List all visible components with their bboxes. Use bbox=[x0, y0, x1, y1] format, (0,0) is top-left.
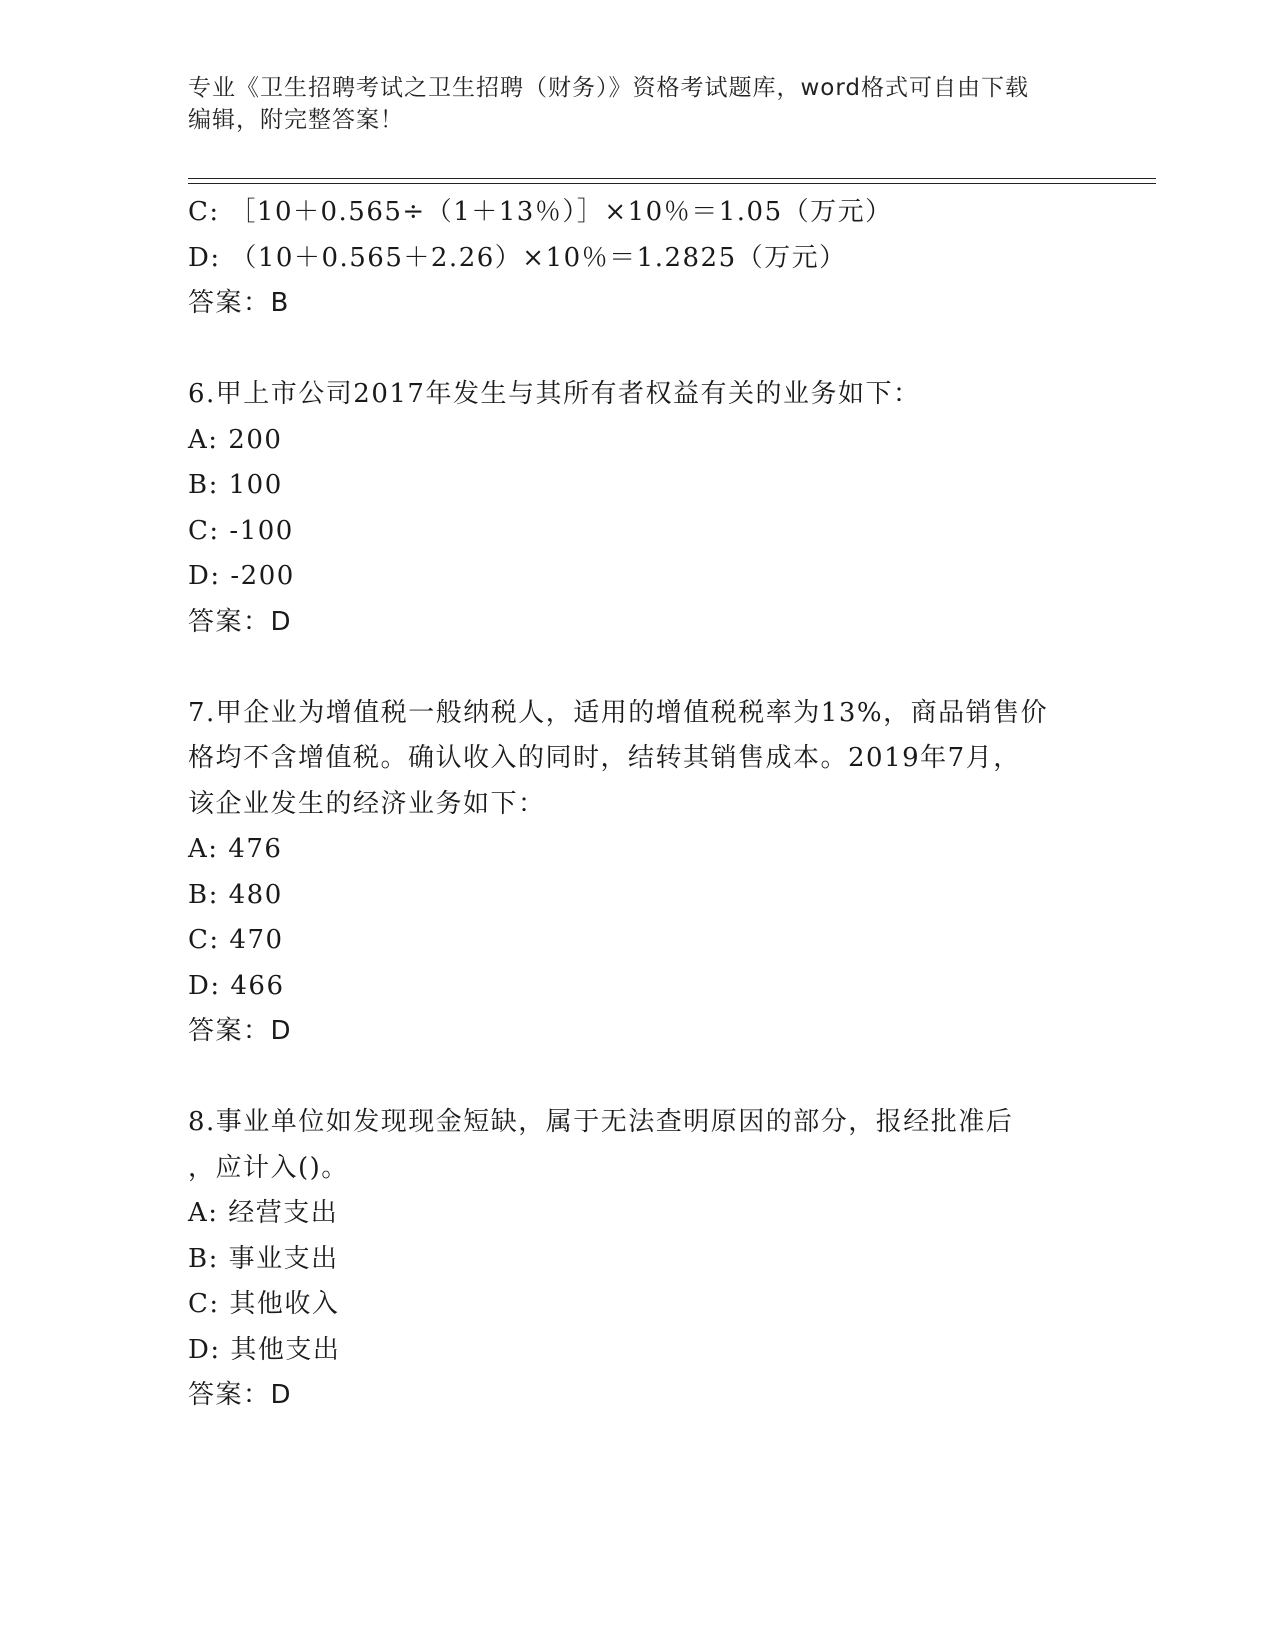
question-7 bbox=[188, 691, 1088, 1055]
question-stem: ，应计入()。 bbox=[188, 1152, 349, 1183]
answer-label: 答案：D bbox=[188, 606, 293, 637]
header-line-2: 编辑，附完整答案！ bbox=[188, 107, 404, 133]
option-c: C: 其他收入 bbox=[188, 1289, 340, 1319]
option-c: C: 470 bbox=[188, 925, 284, 955]
option-d: D: -200 bbox=[188, 561, 295, 591]
question-stem: 7.甲企业为增值税一般纳税人，适用的增值税税率为13%，商品销售价 bbox=[188, 697, 1049, 728]
option-b: B: 100 bbox=[188, 470, 283, 500]
question-content bbox=[188, 190, 1088, 1419]
option-b: B: 事业支出 bbox=[188, 1243, 339, 1274]
question-8 bbox=[188, 1100, 1088, 1419]
option-a: A: 200 bbox=[188, 424, 283, 455]
document-header bbox=[188, 72, 1088, 136]
question-6 bbox=[188, 372, 1088, 645]
option-c: C: -100 bbox=[188, 515, 294, 546]
option-d: D: 其他支出 bbox=[188, 1334, 341, 1365]
answer-label: 答案：D bbox=[188, 1016, 293, 1046]
answer-label: 答案：B bbox=[188, 288, 290, 318]
question-stem: 6.甲上市公司2017年发生与其所有者权益有关的业务如下： bbox=[188, 379, 921, 409]
spacer bbox=[188, 645, 1088, 691]
header-line-1: 专业《卫生招聘考试之卫生招聘（财务）》资格考试题库，word格式可自由下载 bbox=[188, 75, 1030, 101]
header-divider-bottom bbox=[188, 183, 1156, 184]
option-d: D: （10＋0.565＋2.26）×10％＝1.2825（万元） bbox=[188, 242, 847, 273]
option-a: A: 经营支出 bbox=[188, 1198, 339, 1228]
option-b: B: 480 bbox=[188, 879, 283, 910]
answer-label: 答案：D bbox=[188, 1380, 293, 1410]
question-stem: 该企业发生的经济业务如下： bbox=[188, 788, 546, 819]
question-stem: 8.事业单位如发现现金短缺，属于无法查明原因的部分，报经批准后 bbox=[188, 1107, 1014, 1137]
option-a: A: 476 bbox=[188, 834, 283, 864]
header-divider-top bbox=[188, 178, 1156, 179]
option-d: D: 466 bbox=[188, 970, 285, 1001]
spacer bbox=[188, 327, 1088, 373]
spacer bbox=[188, 1055, 1088, 1101]
option-c: C: ［10＋0.565÷（1＋13％）］×10％＝1.05（万元） bbox=[188, 197, 893, 227]
question-stem: 格均不含增值税。确认收入的同时，结转其销售成本。2019年7月， bbox=[188, 743, 1021, 773]
